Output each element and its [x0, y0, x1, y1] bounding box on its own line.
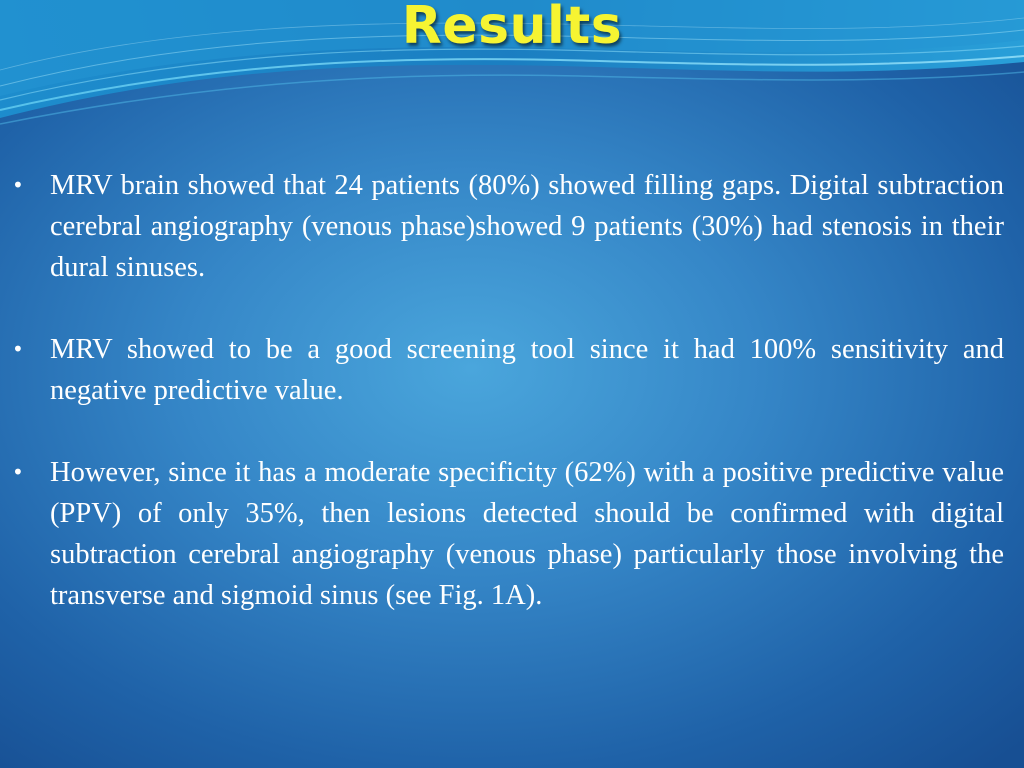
- bullet-list: [0, 165, 1024, 616]
- bullet-marker: •: [12, 460, 24, 484]
- bullet-marker: •: [12, 337, 24, 361]
- bullet-text: MRV showed to be a good screening tool since it had 100% sensitivity and negative predictive value.: [50, 334, 1004, 406]
- bullet-text: However, since it has a moderate specificity (62%) with a positive predictive value (PPV) of only 35%, then lesions detected should be confirmed with digital subtraction cerebral angiography (venous phase) particularly those involving the transverse and sigmoid sinus (see Fig. 1A).: [50, 457, 1004, 611]
- bullet-marker: •: [12, 173, 24, 197]
- bullet-item-3: [0, 452, 1004, 616]
- bullet-item-1: [0, 165, 1004, 288]
- bullet-item-2: [0, 329, 1004, 411]
- slide-title: Results: [401, 0, 623, 56]
- bullet-text: MRV brain showed that 24 patients (80%) showed filling gaps. Digital subtraction cerebral angiography (venous phase)showed 9 patients (30%) had stenosis in their dural sinuses.: [50, 170, 1004, 283]
